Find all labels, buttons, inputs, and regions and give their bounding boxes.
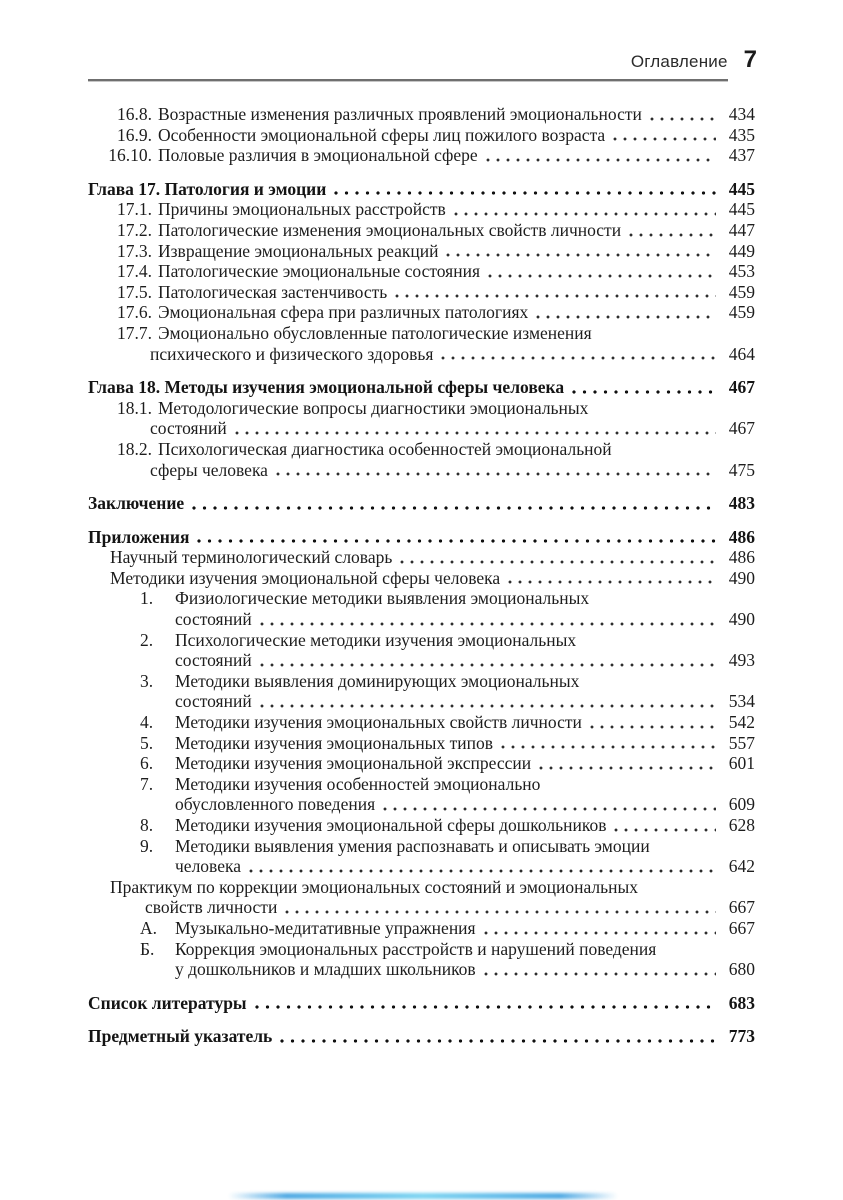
bottom-accent-bar xyxy=(228,1193,618,1199)
entry-number: 17.4. xyxy=(117,261,152,282)
entry-page: 486 xyxy=(728,526,755,547)
entry-page: 601 xyxy=(728,753,755,774)
entry-page: 642 xyxy=(728,856,755,877)
toc-row xyxy=(88,344,755,365)
toc-row xyxy=(88,418,755,439)
entry-number: 2. xyxy=(140,629,154,650)
entry-page: 453 xyxy=(728,261,755,282)
entry-number: Б. xyxy=(140,938,155,959)
dot-leader xyxy=(582,712,722,733)
toc-row xyxy=(88,568,755,589)
entry-number: 16.8. xyxy=(117,104,152,124)
toc-row xyxy=(88,460,755,481)
toc-row xyxy=(88,199,755,220)
entry-page: 683 xyxy=(728,992,755,1013)
toc-chapter-row xyxy=(88,377,755,398)
toc-row xyxy=(88,856,755,877)
toc-chapter-row xyxy=(88,1026,755,1047)
entry-number: 17.5. xyxy=(117,281,152,302)
entry-page: 464 xyxy=(728,343,755,364)
entry-text: Психологическая диагностика особенностей эмоциональной xyxy=(158,438,612,459)
toc-row xyxy=(88,774,755,795)
toc-row xyxy=(88,877,755,898)
entry-text: Физиологические методики выявления эмоциональных xyxy=(175,588,590,609)
entry-number: 5. xyxy=(140,732,154,753)
toc-chapter-row xyxy=(88,993,755,1014)
dot-leader xyxy=(528,302,722,323)
entry-number: 17.1. xyxy=(117,199,152,220)
toc-row xyxy=(88,220,755,241)
entry-text: Методики изучения эмоциональной экспрессии xyxy=(175,753,532,774)
entry-text: Заключение xyxy=(88,493,185,514)
toc-chapter-row xyxy=(88,493,755,514)
entry-page: 490 xyxy=(728,567,755,588)
entry-text: состояний xyxy=(175,650,252,671)
entry-page: 467 xyxy=(728,377,755,398)
entry-page: 628 xyxy=(728,815,755,835)
toc-row xyxy=(88,588,755,609)
dot-leader xyxy=(375,794,722,815)
dot-leader xyxy=(476,959,722,980)
dot-leader xyxy=(189,527,722,548)
dot-leader xyxy=(438,241,722,262)
entry-text: Научный терминологический словарь xyxy=(110,547,393,568)
entry-number: 16.9. xyxy=(117,124,152,145)
entry-page: 445 xyxy=(728,178,755,199)
entry-text: Методики изучения эмоциональных типов xyxy=(175,732,493,753)
entry-page: 680 xyxy=(728,959,755,980)
dot-leader xyxy=(268,460,722,481)
entry-text: состояний xyxy=(175,691,252,712)
entry-page: 534 xyxy=(728,691,755,712)
toc-row xyxy=(88,650,755,671)
entry-text: Методики изучения эмоциональных свойств личности xyxy=(175,712,582,733)
entry-page: 609 xyxy=(728,794,755,815)
entry-number: 17.2. xyxy=(117,219,152,240)
toc-row xyxy=(88,104,755,125)
dot-leader xyxy=(564,377,722,398)
dot-leader xyxy=(433,344,722,365)
entry-page: 557 xyxy=(728,732,755,753)
toc-row xyxy=(88,671,755,692)
entry-text: Предметный указатель xyxy=(88,1026,273,1047)
dot-leader xyxy=(252,609,722,630)
dot-leader xyxy=(531,753,722,774)
toc-row xyxy=(88,897,755,918)
entry-number: 3. xyxy=(140,670,154,691)
entry-text: Эмоциональная сфера при различных патологиях xyxy=(158,302,529,323)
toc-row xyxy=(88,630,755,651)
entry-text: у дошкольников и младших школьников xyxy=(175,959,476,980)
entry-text: Коррекция эмоциональных расстройств и нарушений поведения xyxy=(175,938,657,959)
page-header xyxy=(0,0,843,82)
entry-text: Приложения xyxy=(88,526,190,547)
toc-row xyxy=(88,712,755,733)
entry-page: 475 xyxy=(728,459,755,480)
entry-text: сферы человека xyxy=(150,459,268,480)
entry-page: 449 xyxy=(728,240,755,261)
toc-row xyxy=(88,439,755,460)
entry-text: человека xyxy=(175,856,241,877)
entry-page: 773 xyxy=(728,1026,755,1047)
toc-row xyxy=(88,794,755,815)
toc-row xyxy=(88,939,755,960)
entry-text: Половые различия в эмоциональной сфере xyxy=(158,145,478,166)
entry-text: Глава 18. Методы изучения эмоциональной сферы человека xyxy=(88,377,565,398)
dot-leader xyxy=(252,650,722,671)
entry-text: Практикум по коррекции эмоциональных состояний и эмоциональных xyxy=(110,876,639,897)
dot-leader xyxy=(605,125,722,146)
entry-page: 437 xyxy=(728,145,755,166)
entry-page: 667 xyxy=(728,897,755,918)
entry-text: свойств личности xyxy=(145,897,278,918)
dot-leader xyxy=(606,815,722,836)
toc-row xyxy=(88,753,755,774)
entry-text: Методики изучения эмоциональной сферы дошкольников xyxy=(175,815,607,835)
entry-number: 9. xyxy=(140,835,154,856)
entry-text: обусловленного поведения xyxy=(175,794,376,815)
entry-page: 445 xyxy=(728,199,755,220)
toc-row xyxy=(88,323,755,344)
entry-number: 17.7. xyxy=(117,322,152,343)
entry-text: Методологические вопросы диагностики эмоциональных xyxy=(158,397,589,418)
entry-text: Глава 17. Патология и эмоции xyxy=(88,178,327,199)
toc-row xyxy=(88,398,755,419)
dot-leader xyxy=(277,897,722,918)
toc-row xyxy=(88,125,755,146)
entry-page: 459 xyxy=(728,302,755,323)
toc-row xyxy=(88,959,755,980)
dot-leader xyxy=(493,733,722,754)
dot-leader xyxy=(184,493,722,514)
dot-leader xyxy=(642,104,722,125)
entry-page: 542 xyxy=(728,712,755,733)
dot-leader xyxy=(241,856,722,877)
entry-number: 4. xyxy=(140,712,154,733)
dot-leader xyxy=(247,993,722,1014)
toc-row xyxy=(88,282,755,303)
dot-leader xyxy=(252,691,722,712)
entry-text: Методики выявления умения распознавать и описывать эмоции xyxy=(175,835,650,856)
entry-page: 434 xyxy=(728,104,755,124)
toc-row xyxy=(88,302,755,323)
entry-page: 467 xyxy=(728,418,755,439)
toc-row xyxy=(88,261,755,282)
entry-text: Эмоционально обусловленные патологические изменения xyxy=(158,322,592,343)
dot-leader xyxy=(272,1026,722,1047)
entry-page: 447 xyxy=(728,219,755,240)
entry-number: А. xyxy=(140,917,158,938)
toc-list xyxy=(0,82,843,1047)
entry-text: Музыкально-медитативные упражнения xyxy=(175,917,476,938)
dot-leader xyxy=(621,220,722,241)
dot-leader xyxy=(476,918,722,939)
toc-row xyxy=(88,241,755,262)
toc-row xyxy=(88,733,755,754)
entry-text: Патологические изменения эмоциональных свойств личности xyxy=(158,219,622,240)
entry-text: Методики выявления доминирующих эмоциональных xyxy=(175,670,580,691)
dot-leader xyxy=(478,145,722,166)
entry-text: Список литературы xyxy=(88,992,247,1013)
entry-page: 667 xyxy=(728,917,755,938)
toc-row xyxy=(88,609,755,630)
dot-leader xyxy=(392,547,722,568)
entry-text: психического и физического здоровья xyxy=(150,343,434,364)
toc-row xyxy=(88,145,755,166)
entry-text: Возрастные изменения различных проявлений эмоциональности xyxy=(158,104,642,124)
toc-row xyxy=(88,836,755,857)
entry-number: 17.3. xyxy=(117,240,152,261)
entry-text: Патологическая застенчивость xyxy=(158,281,388,302)
entry-text: Психологические методики изучения эмоциональных xyxy=(175,629,577,650)
toc-row xyxy=(88,547,755,568)
toc-chapter-row xyxy=(88,527,755,548)
dot-leader xyxy=(446,199,722,220)
entry-text: Методики изучения эмоциональной сферы человека xyxy=(110,567,501,588)
entry-text: Причины эмоциональных расстройств xyxy=(158,199,446,220)
running-header xyxy=(0,0,843,74)
entry-page: 459 xyxy=(728,281,755,302)
entry-text: состояний xyxy=(175,609,252,630)
entry-text: состояний xyxy=(150,418,227,439)
entry-number: 7. xyxy=(140,773,154,794)
toc-row xyxy=(88,918,755,939)
entry-text: Особенности эмоциональной сферы лиц пожилого возраста xyxy=(158,124,606,145)
dot-leader xyxy=(227,418,722,439)
entry-text: Патологические эмоциональные состояния xyxy=(158,261,481,282)
running-title: Оглавление xyxy=(630,52,728,71)
entry-number: 18.2. xyxy=(117,438,152,459)
entry-page: 486 xyxy=(728,547,755,568)
dot-leader xyxy=(480,261,722,282)
toc-chapter-row xyxy=(88,179,755,200)
entry-page: 493 xyxy=(728,650,755,671)
toc-row xyxy=(88,691,755,712)
entry-number: 17.6. xyxy=(117,302,152,323)
entry-number: 16.10. xyxy=(108,145,152,166)
dot-leader xyxy=(387,282,722,303)
entry-page: 490 xyxy=(728,609,755,630)
dot-leader xyxy=(500,568,722,589)
entry-number: 18.1. xyxy=(117,397,152,418)
entry-number: 8. xyxy=(140,815,154,835)
dot-leader xyxy=(326,179,722,200)
entry-page: 435 xyxy=(728,124,755,145)
toc-row xyxy=(88,815,755,836)
entry-text: Извращение эмоциональных реакций xyxy=(158,240,439,261)
entry-text: Методики изучения особенностей эмоционально xyxy=(175,773,541,794)
entry-number: 6. xyxy=(140,753,154,774)
entry-page: 483 xyxy=(728,493,755,514)
page-number: 7 xyxy=(743,46,757,73)
entry-number: 1. xyxy=(140,588,154,609)
